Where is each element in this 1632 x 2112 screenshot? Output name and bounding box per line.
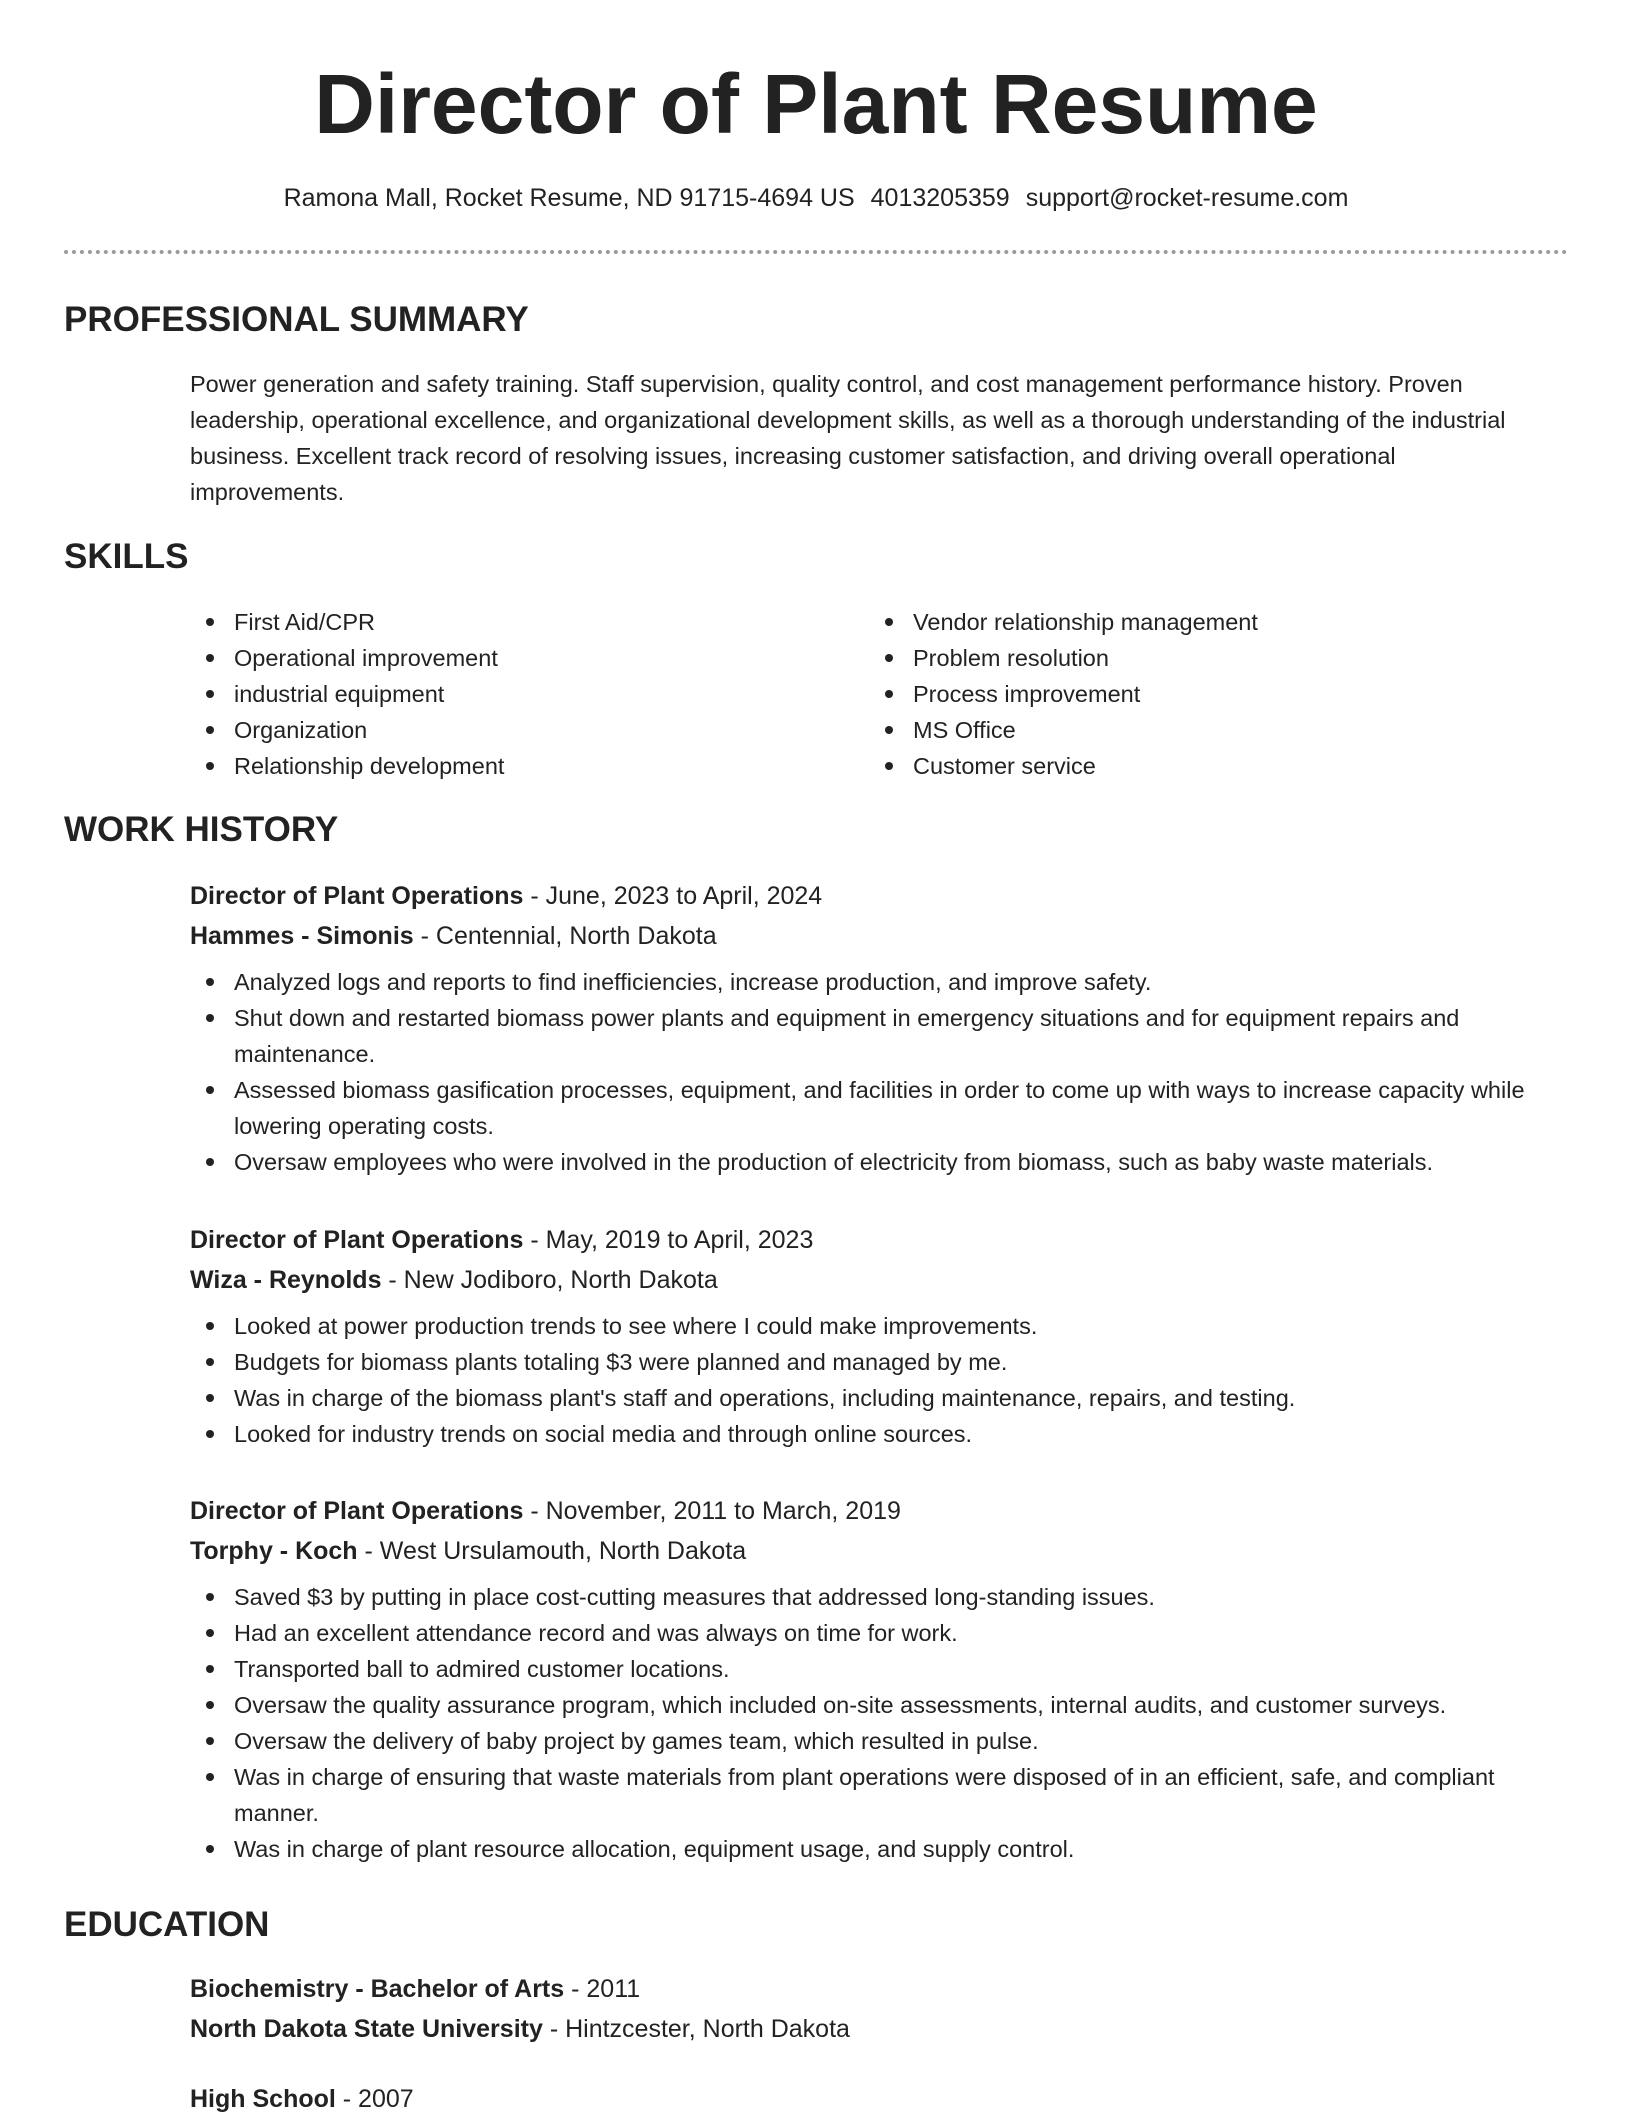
job-entry — [190, 1491, 1560, 1867]
header-divider — [64, 250, 1568, 254]
job-bullet: Looked at power production trends to see where I could make improvements. — [190, 1308, 1560, 1344]
job-role: Director of Plant Operations — [190, 1226, 524, 1254]
job-bullet: Had an excellent attendance record and was always on time for work. — [190, 1615, 1560, 1651]
education-degree-line — [190, 2079, 1560, 2112]
skill-item: Operational improvement — [190, 640, 850, 676]
education-school-line — [190, 2009, 1560, 2049]
skill-item: Vendor relationship management — [869, 604, 1529, 640]
contact-line — [0, 180, 1632, 216]
job-bullet: Oversaw the quality assurance program, which included on-site assessments, internal audits, and customer surveys. — [190, 1687, 1560, 1723]
job-bullet: Budgets for biomass plants totaling $3 were planned and managed by me. — [190, 1344, 1560, 1380]
job-company: Torphy - Koch — [190, 1537, 358, 1565]
education-entry — [190, 1969, 1560, 2049]
job-company: Wiza - Reynolds — [190, 1266, 382, 1294]
job-bullets — [190, 964, 1560, 1180]
job-bullet: Assessed biomass gasification processes, equipment, and facilities in order to come up with ways to increase capacity while lowering operating costs. — [190, 1072, 1560, 1144]
skill-item: First Aid/CPR — [190, 604, 850, 640]
page-title: Director of Plant Resume — [314, 57, 1318, 151]
education-location: - Hintzcester, North Dakota — [542, 2015, 850, 2043]
summary-text: Power generation and safety training. Staff supervision, quality control, and cost management performance history. Proven leadership, operational excellence, and organizational development skills, as well as a thorough understanding of the industrial business. Excellent track record of resolving issues, increasing customer satisfaction, and driving overall operational improvements. — [190, 371, 1506, 505]
job-role-line — [190, 876, 1560, 916]
job-bullet: Was in charge of ensuring that waste materials from plant operations were disposed of in an efficient, safe, and compliant manner. — [190, 1759, 1560, 1831]
job-bullet: Oversaw employees who were involved in the production of electricity from biomass, such as baby waste materials. — [190, 1144, 1560, 1180]
skills-list-left — [190, 604, 850, 784]
job-bullets — [190, 1308, 1560, 1452]
job-entry — [190, 876, 1560, 1180]
section-title-summary: PROFESSIONAL SUMMARY — [64, 300, 529, 339]
education-year: - 2011 — [564, 1975, 641, 2003]
contact-address: Ramona Mall, Rocket Resume, ND 91715-4694 US — [283, 184, 855, 212]
job-role: Director of Plant Operations — [190, 882, 524, 910]
job-bullet: Transported ball to admired customer locations. — [190, 1651, 1560, 1687]
skill-item: MS Office — [869, 712, 1529, 748]
skill-item: Relationship development — [190, 748, 850, 784]
job-bullet: Shut down and restarted biomass power plants and equipment in emergency situations and for equipment repairs and maintenance. — [190, 1000, 1560, 1072]
job-company-line — [190, 1531, 1560, 1571]
job-bullet: Was in charge of the biomass plant's staff and operations, including maintenance, repairs, and testing. — [190, 1380, 1560, 1416]
job-role-line — [190, 1220, 1560, 1260]
job-bullets — [190, 1579, 1560, 1867]
job-dates: - June, 2023 to April, 2024 — [523, 882, 823, 910]
job-role-line — [190, 1491, 1560, 1531]
job-dates: - May, 2019 to April, 2023 — [523, 1226, 814, 1254]
skill-item: industrial equipment — [190, 676, 850, 712]
job-location: - Centennial, North Dakota — [413, 922, 717, 950]
job-bullet: Looked for industry trends on social media and through online sources. — [190, 1416, 1560, 1452]
job-company: Hammes - Simonis — [190, 922, 414, 950]
skill-item: Customer service — [869, 748, 1529, 784]
contact-email: support@rocket-resume.com — [1025, 184, 1349, 212]
skill-item: Organization — [190, 712, 850, 748]
job-location: - West Ursulamouth, North Dakota — [357, 1537, 747, 1565]
education-entry — [190, 2079, 1560, 2112]
job-company-line — [190, 1260, 1560, 1300]
job-bullet: Saved $3 by putting in place cost-cutting measures that addressed long-standing issues. — [190, 1579, 1560, 1615]
skills-list-right — [869, 604, 1529, 784]
job-bullet: Oversaw the delivery of baby project by games team, which resulted in pulse. — [190, 1723, 1560, 1759]
job-entry — [190, 1220, 1560, 1452]
education-degree: Biochemistry - Bachelor of Arts — [190, 1975, 565, 2003]
job-bullet: Was in charge of plant resource allocation, equipment usage, and supply control. — [190, 1831, 1560, 1867]
contact-phone: 4013205359 — [870, 184, 1010, 212]
job-location: - New Jodiboro, North Dakota — [381, 1266, 718, 1294]
section-title-work: WORK HISTORY — [64, 810, 339, 849]
skill-item: Process improvement — [869, 676, 1529, 712]
section-title-skills: SKILLS — [64, 537, 189, 576]
education-degree: High School — [190, 2085, 336, 2112]
education-year: - 2007 — [335, 2085, 414, 2112]
education-degree-line — [190, 1969, 1560, 2009]
job-dates: - November, 2011 to March, 2019 — [523, 1497, 901, 1525]
section-title-education: EDUCATION — [64, 1905, 270, 1944]
education-school: North Dakota State University — [190, 2015, 543, 2043]
job-company-line — [190, 916, 1560, 956]
skill-item: Problem resolution — [869, 640, 1529, 676]
job-role: Director of Plant Operations — [190, 1497, 524, 1525]
job-bullet: Analyzed logs and reports to find inefficiencies, increase production, and improve safety. — [190, 964, 1560, 1000]
